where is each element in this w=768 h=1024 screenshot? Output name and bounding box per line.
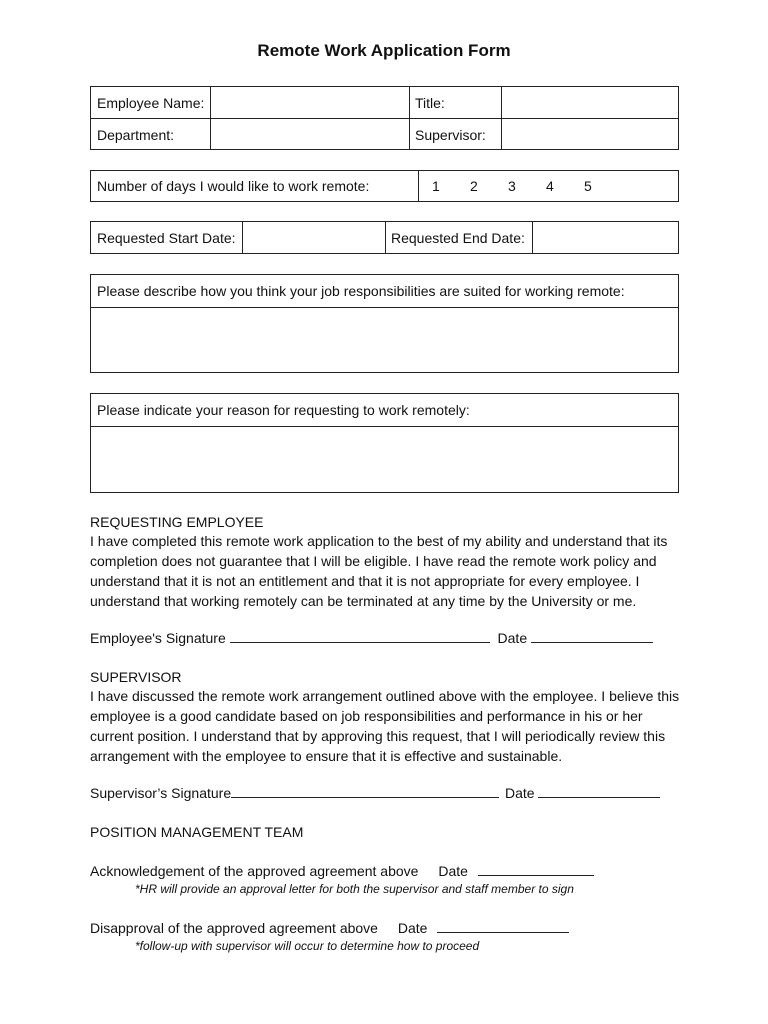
department-input[interactable] <box>211 119 408 150</box>
supervisor-input[interactable] <box>502 119 678 150</box>
disapproval-note: *follow-up with supervisor will occur to determine how to proceed <box>135 939 480 953</box>
end-date-label: Requested End Date: <box>391 229 525 246</box>
responsibilities-box <box>90 274 679 373</box>
supervisor-section-heading: SUPERVISOR <box>90 669 182 685</box>
supervisor-section-text: I have discussed the remote work arrangement outlined above with the employee. I believe this employee is a good candidate based on job responsibilities and performance in his or her current position. I understand that by approving this request, that I will periodically review this arrangement with the employee to ensure that it is effective and sustainable. <box>90 688 680 764</box>
col-divider <box>409 87 410 149</box>
employee-signature-line[interactable] <box>230 628 490 643</box>
col-divider <box>418 171 419 201</box>
end-date-input[interactable] <box>533 222 678 253</box>
supervisor-date-label: Date <box>505 785 535 801</box>
col-divider <box>385 222 386 253</box>
responsibilities-prompt: Please describe how you think your job responsibilities are suited for working remote: <box>97 283 625 299</box>
acknowledgement-note: *HR will provide an approval letter for both the supervisor and staff member to sign <box>135 882 574 896</box>
day-options <box>432 171 622 201</box>
reason-prompt: Please indicate your reason for requesting to work remotely: <box>97 402 470 418</box>
day-option[interactable]: 3 <box>508 178 516 194</box>
supervisor-label: Supervisor: <box>415 126 486 143</box>
disapproval-date-line[interactable] <box>437 918 569 933</box>
day-option[interactable]: 2 <box>470 178 478 194</box>
supervisor-signature-label: Supervisor’s Signature <box>90 785 232 801</box>
days-label: Number of days I would like to work remote: <box>97 178 370 194</box>
responsibilities-textarea[interactable] <box>91 308 678 372</box>
day-option[interactable]: 1 <box>432 178 440 194</box>
acknowledgement-label: Acknowledgement of the approved agreement above <box>90 863 419 879</box>
employee-section-text: I have completed this remote work application to the best of my ability and understand that its completion does not guarantee that I will be eligible. I have read the remote work policy and understand that it is not an entitlement and that it is not appropriate for every employee. I understand that working remotely can be terminated at any time by the University or me. <box>90 533 668 609</box>
reason-textarea[interactable] <box>91 427 678 492</box>
start-date-input[interactable] <box>243 222 384 253</box>
employee-name-input[interactable] <box>211 87 408 118</box>
day-option[interactable]: 4 <box>546 178 554 194</box>
disapproval-row <box>90 918 569 938</box>
acknowledgement-date-line[interactable] <box>478 861 594 876</box>
pmt-section-heading: POSITION MANAGEMENT TEAM <box>90 824 304 840</box>
supervisor-date-line[interactable] <box>538 783 660 798</box>
dates-row <box>90 221 679 254</box>
acknowledgement-date-label: Date <box>438 863 468 879</box>
title-label: Title: <box>415 94 445 111</box>
employee-date-label: Date <box>497 630 528 646</box>
employee-date-line[interactable] <box>531 628 653 643</box>
acknowledgement-row <box>90 861 594 881</box>
employee-name-label: Employee Name: <box>97 94 205 111</box>
reason-box <box>90 393 679 493</box>
disapproval-date-label: Date <box>397 920 428 936</box>
employee-signature-label: Employee's Signature <box>90 630 226 646</box>
employee-info-table <box>90 86 679 150</box>
title-input[interactable] <box>502 87 678 118</box>
days-row <box>90 170 679 202</box>
employee-section-heading: REQUESTING EMPLOYEE <box>90 514 264 530</box>
day-option[interactable]: 5 <box>584 178 592 194</box>
disapproval-label: Disapproval of the approved agreement above <box>90 920 378 936</box>
start-date-label: Requested Start Date: <box>97 229 236 246</box>
department-label: Department: <box>97 126 175 143</box>
supervisor-signature-row <box>90 783 660 803</box>
form-title: Remote Work Application Form <box>257 41 511 60</box>
supervisor-signature-line[interactable] <box>231 783 499 798</box>
employee-signature-row <box>90 628 653 648</box>
